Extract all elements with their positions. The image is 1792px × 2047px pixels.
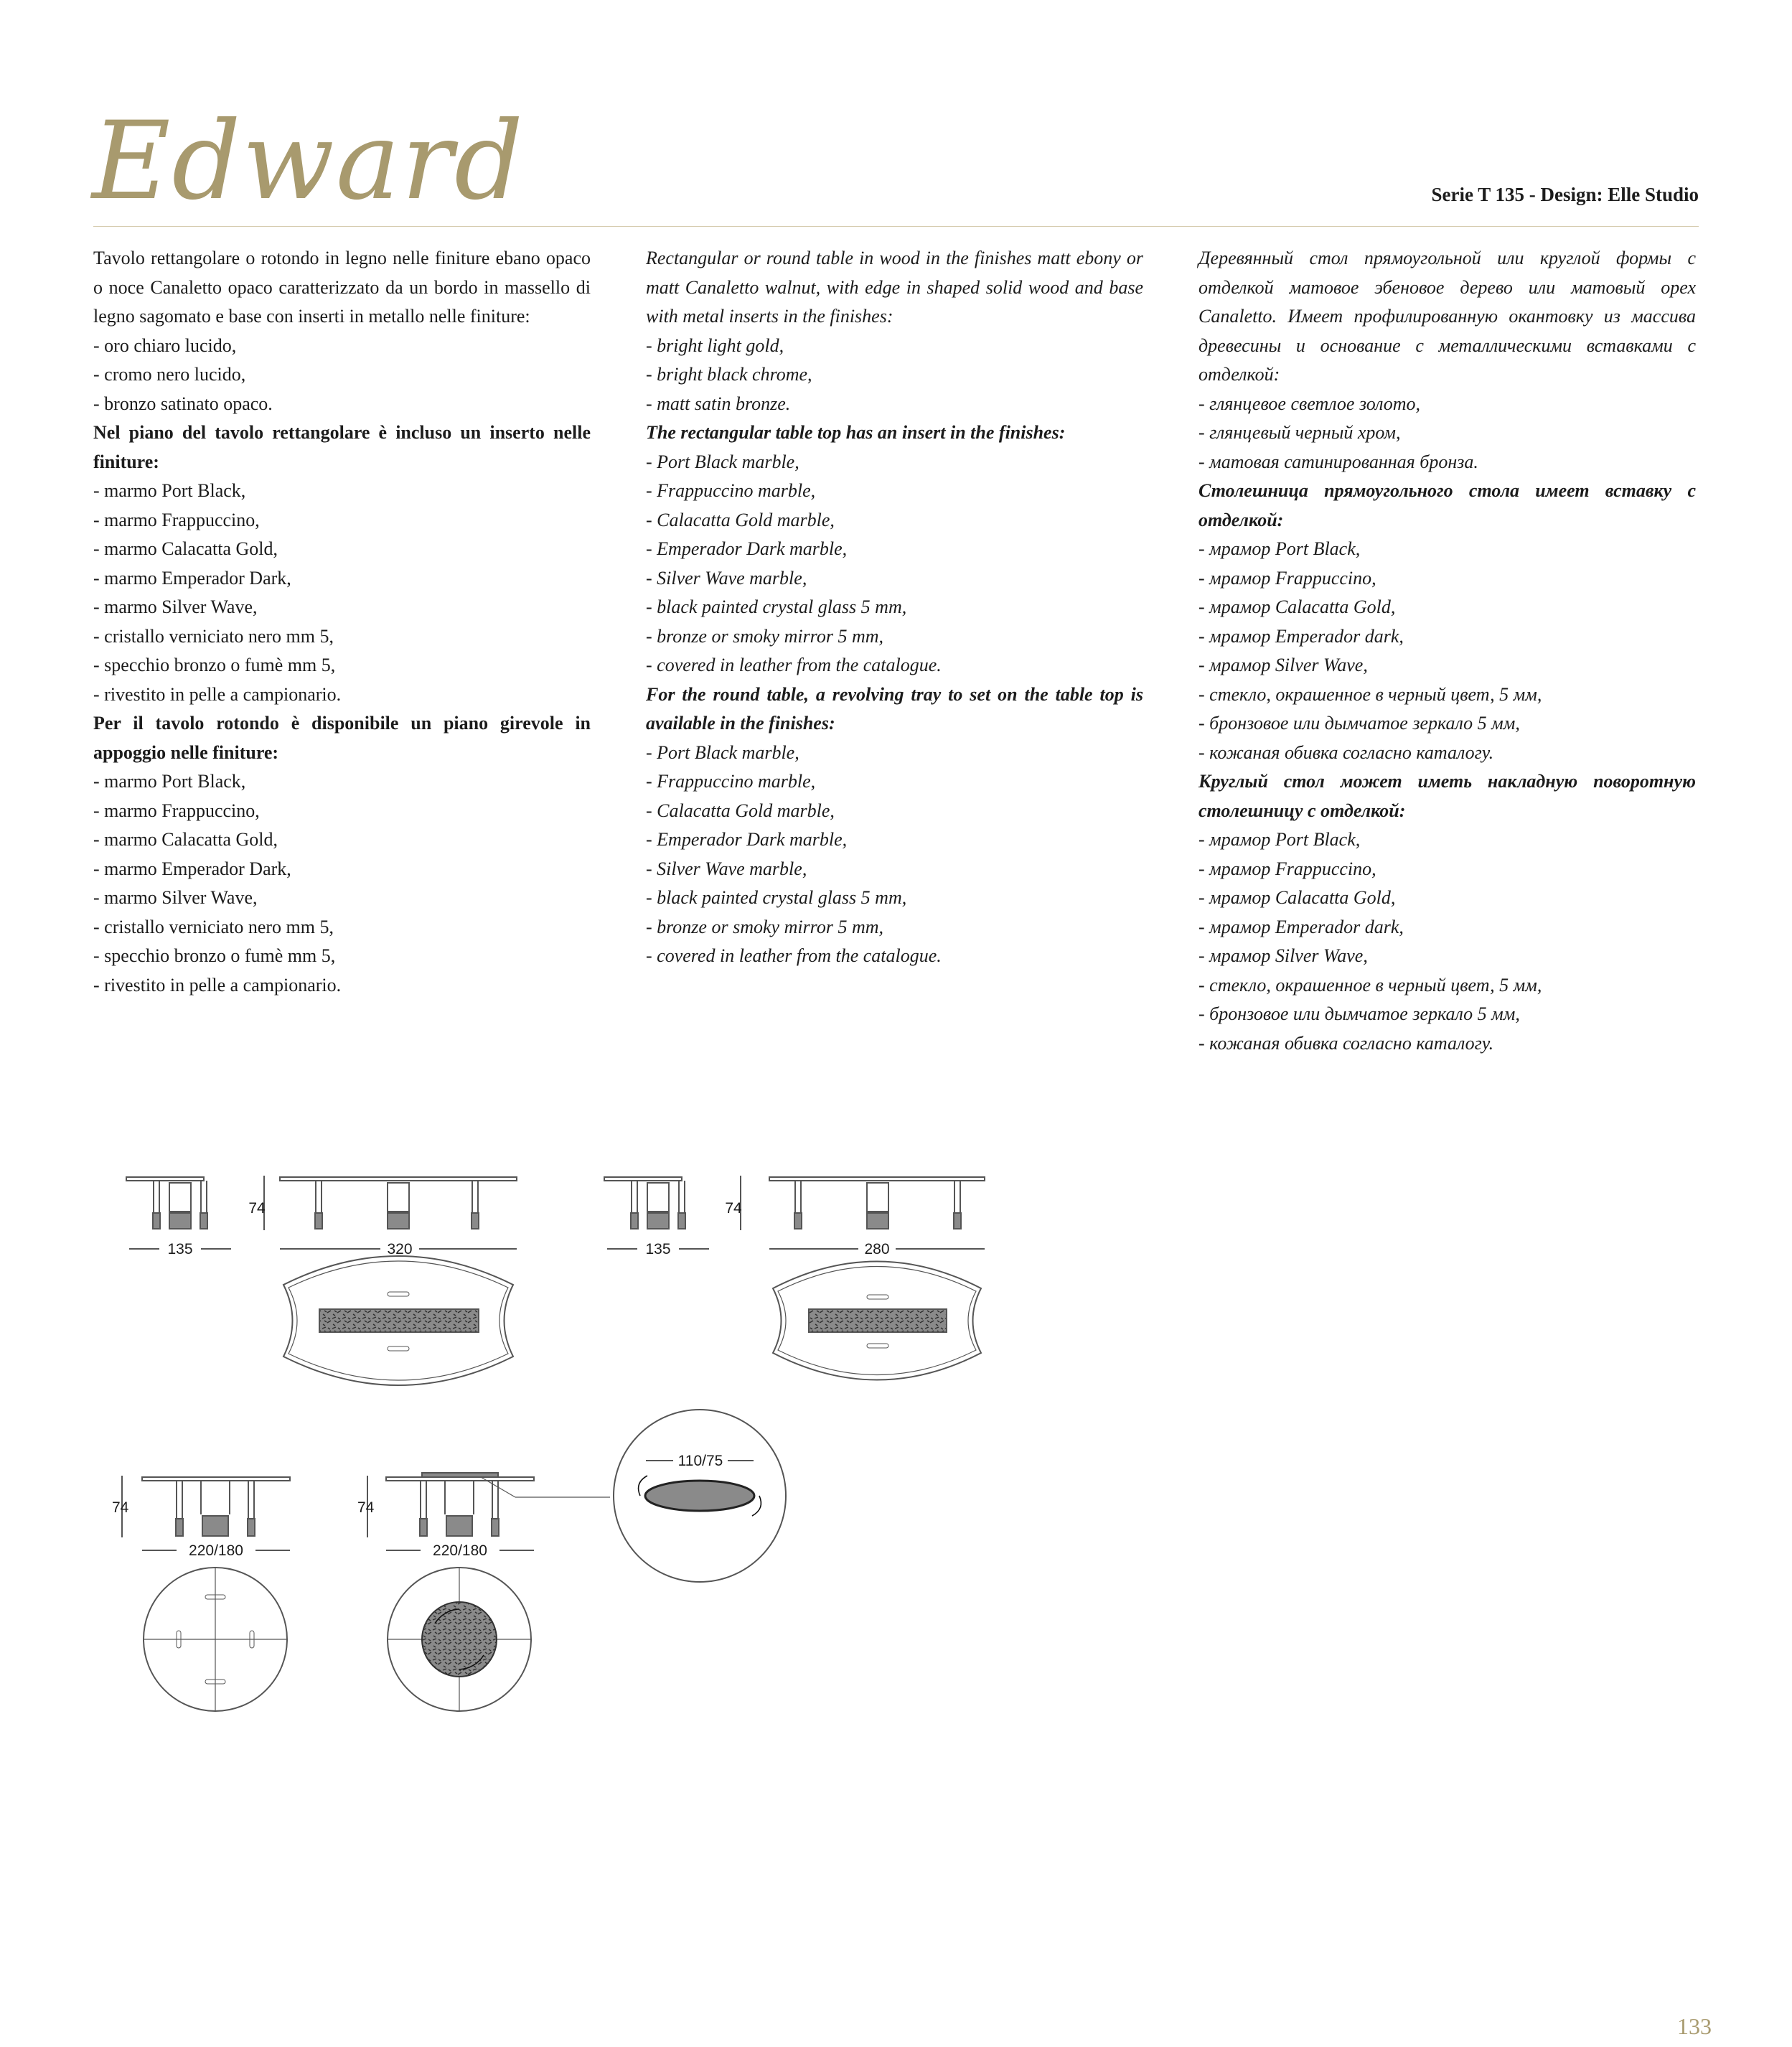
list-item: - Frappuccino marble,: [646, 771, 816, 792]
dim-label-height: 74: [725, 1200, 742, 1217]
list-item: - specchio bronzo o fumè mm 5,: [93, 655, 336, 675]
english-round-heading: For the round table, a revolving tray to set on the table top is available in the finishes:: [646, 683, 1143, 734]
dim-label-depth: 135: [167, 1241, 193, 1257]
list-item: - мрамор Emperador dark,: [1198, 916, 1404, 937]
round-tray-top-view: [388, 1568, 531, 1711]
italian-rect-heading: Nel piano del tavolo rettangolare è incluso un inserto nelle finiture:: [93, 422, 591, 472]
italian-intro: Tavolo rettangolare o rotondo in legno nelle finiture ebano opaco o noce Canaletto opaco caratterizzato da un bordo in massello di legno sagomato e base con inserti in metallo nelle finiture:: [93, 248, 591, 327]
russian-round-heading: Круглый стол может иметь накладную поворотную столешницу с отделкой:: [1198, 771, 1696, 821]
list-item: - matt satin bronze.: [646, 393, 791, 414]
list-item: - black painted crystal glass 5 mm,: [646, 887, 907, 908]
list-item: - матовая сатинированная бронза.: [1198, 451, 1478, 472]
list-item: - мрамор Port Black,: [1198, 538, 1361, 559]
list-item: - мрамор Port Black,: [1198, 829, 1361, 850]
list-item: - стекло, окрашенное в черный цвет, 5 мм,: [1198, 974, 1542, 996]
list-item: - marmo Port Black,: [93, 771, 246, 792]
list-item: - бронзовое или дымчатое зеркало 5 мм,: [1198, 1003, 1520, 1024]
list-item: - мрамор Silver Wave,: [1198, 655, 1368, 675]
list-item: - Calacatta Gold marble,: [646, 800, 835, 821]
list-item: - Silver Wave marble,: [646, 567, 807, 589]
list-item: - Calacatta Gold marble,: [646, 509, 835, 530]
dim-label-length: 320: [387, 1241, 413, 1257]
dim-label-height: 74: [357, 1499, 375, 1516]
list-item: - rivestito in pelle a campionario.: [93, 683, 342, 705]
rect-320-top-view: [283, 1256, 513, 1385]
list-item: - marmo Calacatta Gold,: [93, 538, 278, 559]
list-item: - specchio bronzo o fumè mm 5,: [93, 945, 336, 966]
list-item: - глянцевый черный хром,: [1198, 422, 1401, 443]
rect-280-top-view: [773, 1262, 981, 1380]
list-item: - cromo nero lucido,: [93, 364, 246, 385]
list-item: - oro chiaro lucido,: [93, 334, 237, 356]
list-item: - стекло, окрашенное в черный цвет, 5 мм,: [1198, 683, 1542, 705]
russian-rect-heading: Столешница прямоугольного стола имеет вставку с отделкой:: [1198, 480, 1696, 530]
dim-label-diameter: 220/180: [433, 1542, 487, 1559]
round-plain-top-view: [144, 1568, 287, 1711]
dim-label-height: 74: [248, 1200, 266, 1217]
list-item: - Emperador Dark marble,: [646, 829, 848, 850]
list-item: - мрамор Calacatta Gold,: [1198, 596, 1396, 617]
dim-label-height: 74: [112, 1499, 129, 1516]
series-designer: Serie T 135 - Design: Elle Studio: [1431, 184, 1699, 205]
list-item: - Emperador Dark marble,: [646, 538, 848, 559]
italian-round-heading: Per il tavolo rotondo è disponibile un piano girevole in appoggio nelle finiture:: [93, 713, 591, 763]
english-rect-heading: The rectangular table top has an insert in the finishes:: [646, 422, 1066, 443]
dim-label-depth: 135: [645, 1241, 671, 1257]
list-item: - bronzo satinato opaco.: [93, 393, 273, 414]
list-item: - бронзовое или дымчатое зеркало 5 мм,: [1198, 713, 1520, 734]
round-tray-side-view: [386, 1473, 534, 1536]
list-item: - Frappuccino marble,: [646, 480, 816, 501]
list-item: - black painted crystal glass 5 mm,: [646, 596, 907, 617]
list-item: - rivestito in pelle a campionario.: [93, 974, 342, 996]
list-item: - marmo Frappuccino,: [93, 800, 260, 821]
list-item: - marmo Port Black,: [93, 480, 246, 501]
list-item: - мрамор Silver Wave,: [1198, 945, 1368, 966]
list-item: - мрамор Calacatta Gold,: [1198, 887, 1396, 908]
list-item: - Port Black marble,: [646, 451, 799, 472]
list-item: - Port Black marble,: [646, 741, 799, 763]
rect-280-front-view: [769, 1177, 985, 1229]
list-item: - marmo Silver Wave,: [93, 887, 258, 908]
list-item: - marmo Emperador Dark,: [93, 567, 291, 589]
list-item: - Silver Wave marble,: [646, 858, 807, 879]
page-title: Edward: [92, 99, 525, 224]
list-item: - covered in leather from the catalogue.: [646, 945, 942, 966]
list-item: - covered in leather from the catalogue.: [646, 655, 942, 675]
list-item: - bright light gold,: [646, 334, 784, 356]
list-item: - cristallo verniciato nero mm 5,: [93, 625, 334, 647]
list-item: - cristallo verniciato nero mm 5,: [93, 916, 334, 937]
list-item: - bronze or smoky mirror 5 mm,: [646, 916, 884, 937]
page-number: 133: [1677, 2013, 1712, 2039]
english-intro: Rectangular or round table in wood in the finishes matt ebony or matt Canaletto walnut, with edge in shaped solid wood and base with metal inserts in the finishes:: [646, 248, 1143, 327]
dim-label-diameter: 220/180: [189, 1542, 243, 1559]
list-item: - marmo Frappuccino,: [93, 509, 260, 530]
rect-280-side-view: [604, 1177, 685, 1229]
rect-320-front-view: [280, 1177, 517, 1229]
tray-detail-view: [614, 1410, 786, 1582]
rect-320-side-view: [126, 1177, 207, 1229]
list-item: - bright black chrome,: [646, 364, 812, 385]
list-item: - marmo Emperador Dark,: [93, 858, 291, 879]
list-item: - bronze or smoky mirror 5 mm,: [646, 625, 884, 647]
list-item: - marmo Silver Wave,: [93, 596, 258, 617]
list-item: - мрамор Emperador dark,: [1198, 625, 1404, 647]
list-item: - глянцевое светлое золото,: [1198, 393, 1421, 414]
russian-intro: Деревянный стол прямоугольной или круглой формы с отделкой матовое эбеновое дерево или матовый орех Canaletto. Имеет профилированную окантовку из массива древесины и основание с металлическими вставками с отделкой:: [1198, 248, 1696, 385]
dim-label-length: 280: [864, 1241, 890, 1257]
list-item: - кожаная обивка согласно каталогу.: [1198, 741, 1494, 763]
dim-label-tray-diameter: 110/75: [677, 1453, 723, 1469]
round-plain-side-view: [142, 1477, 290, 1536]
list-item: - мрамор Frappuccino,: [1198, 567, 1376, 589]
list-item: - мрамор Frappuccino,: [1198, 858, 1376, 879]
list-item: - кожаная обивка согласно каталогу.: [1198, 1032, 1494, 1054]
list-item: - marmo Calacatta Gold,: [93, 829, 278, 850]
